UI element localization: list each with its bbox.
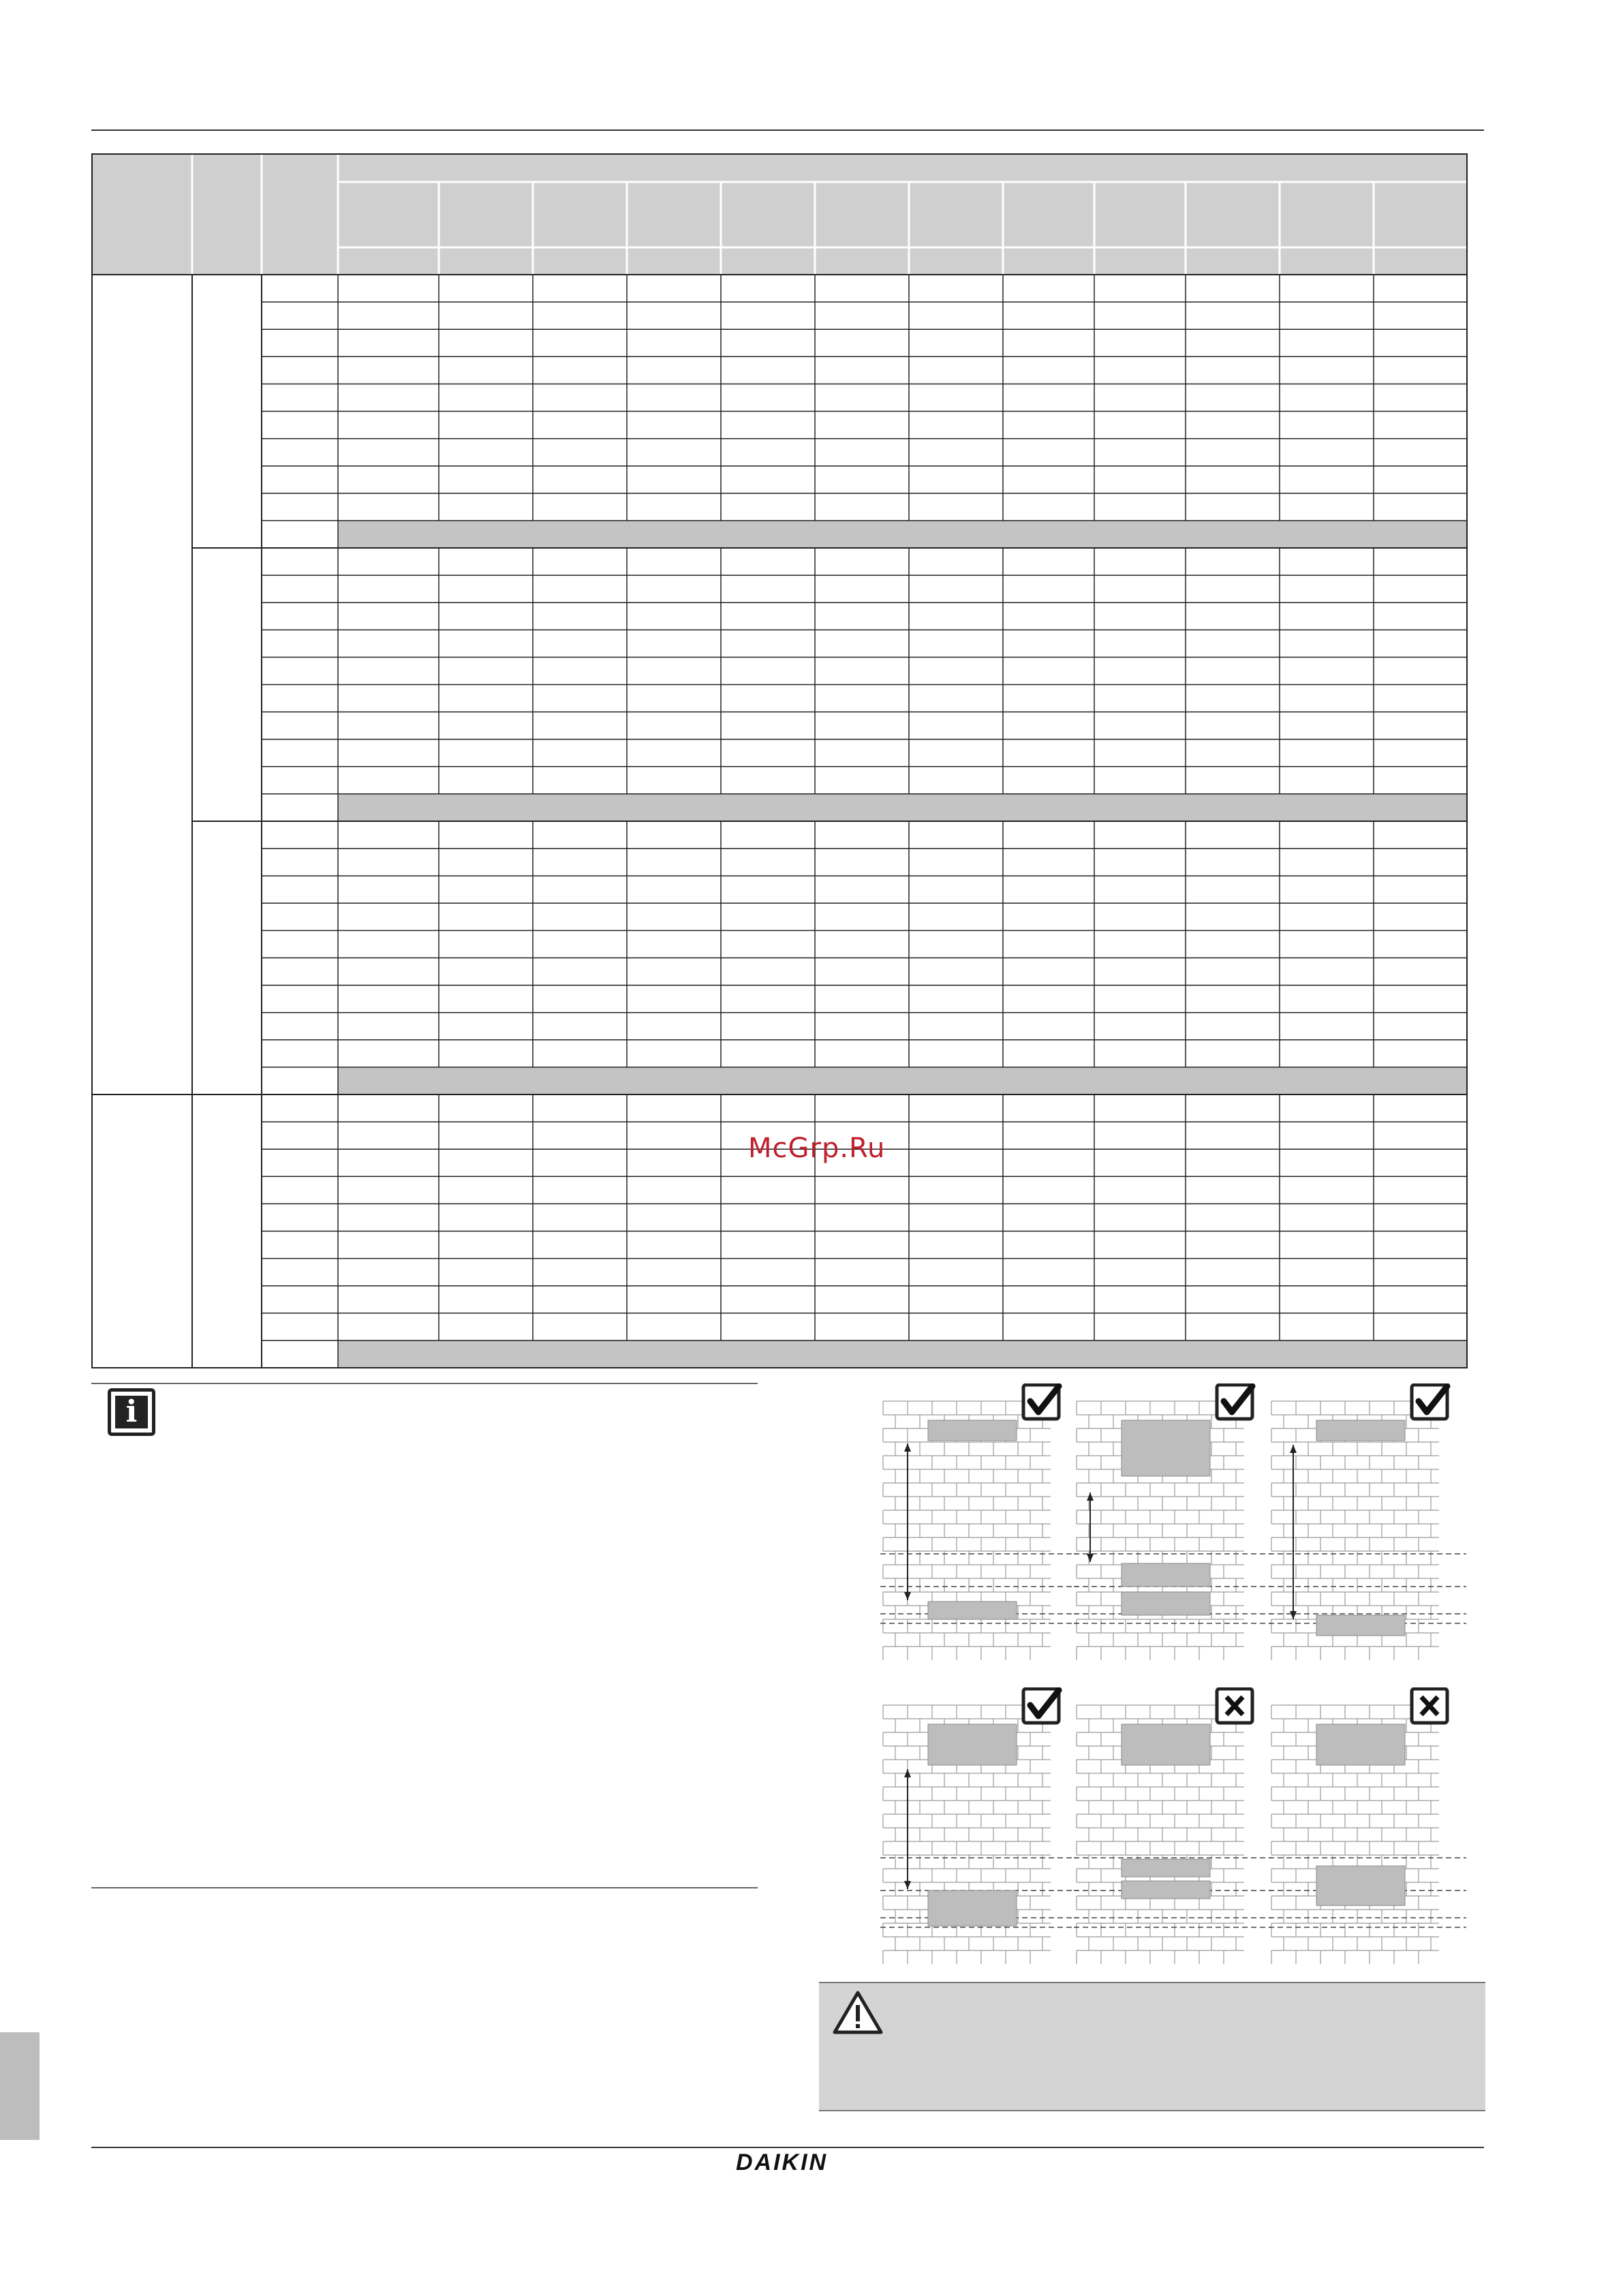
- separator-row: [338, 521, 1468, 548]
- wall-diagram-1: [880, 1383, 1085, 1663]
- arrow-head: [904, 1592, 911, 1600]
- wall-diagram-5: [1074, 1687, 1278, 1967]
- unit-box: [928, 1602, 1017, 1619]
- table-border: [92, 154, 1467, 1368]
- arrow-head: [904, 1443, 911, 1452]
- table-header: [91, 153, 1468, 275]
- unit-box: [928, 1891, 1017, 1926]
- wall-diagram-3: [1269, 1383, 1473, 1663]
- arrow-head: [904, 1881, 911, 1889]
- unit-box: [1122, 1420, 1210, 1476]
- unit-box: [1316, 1420, 1405, 1441]
- note-bottom-line: [91, 1887, 758, 1888]
- unit-box: [928, 1724, 1017, 1765]
- separator-row: [338, 1341, 1468, 1368]
- unit-box: [1122, 1592, 1210, 1615]
- unit-box: [1316, 1615, 1405, 1636]
- warning-triangle-icon: [833, 1990, 883, 2035]
- unit-box: [1122, 1563, 1210, 1587]
- separator-row: [338, 794, 1468, 821]
- data-table: [91, 153, 1468, 1368]
- warning-bottom-line: [819, 2110, 1485, 2111]
- arrow-head: [1087, 1554, 1094, 1562]
- side-tab: [0, 2032, 40, 2140]
- unit-box: [1122, 1859, 1210, 1877]
- warning-top-line: [819, 1982, 1485, 1983]
- wall-diagram-2: [1074, 1383, 1278, 1663]
- warning-note: [819, 1982, 1485, 2111]
- bottom-rule: [91, 2147, 1484, 2148]
- daikin-logo: DAIKIN: [736, 2149, 829, 2175]
- unit-box: [1122, 1881, 1210, 1899]
- unit-box: [928, 1420, 1017, 1441]
- info-note: [91, 1383, 758, 1888]
- separator-row: [338, 1067, 1468, 1095]
- wall-diagram-6: [1269, 1687, 1473, 1967]
- arrow-head: [1290, 1611, 1297, 1619]
- note-top-line: [91, 1383, 758, 1384]
- unit-box: [1316, 1866, 1405, 1905]
- unit-box: [1122, 1724, 1210, 1765]
- top-rule: [91, 129, 1484, 131]
- info-icon: i: [108, 1388, 155, 1436]
- watermark-text: McGrp.Ru: [748, 1133, 886, 1164]
- unit-box: [1316, 1724, 1405, 1765]
- arrow-head: [1290, 1445, 1297, 1453]
- wall-diagram-4: [880, 1687, 1085, 1967]
